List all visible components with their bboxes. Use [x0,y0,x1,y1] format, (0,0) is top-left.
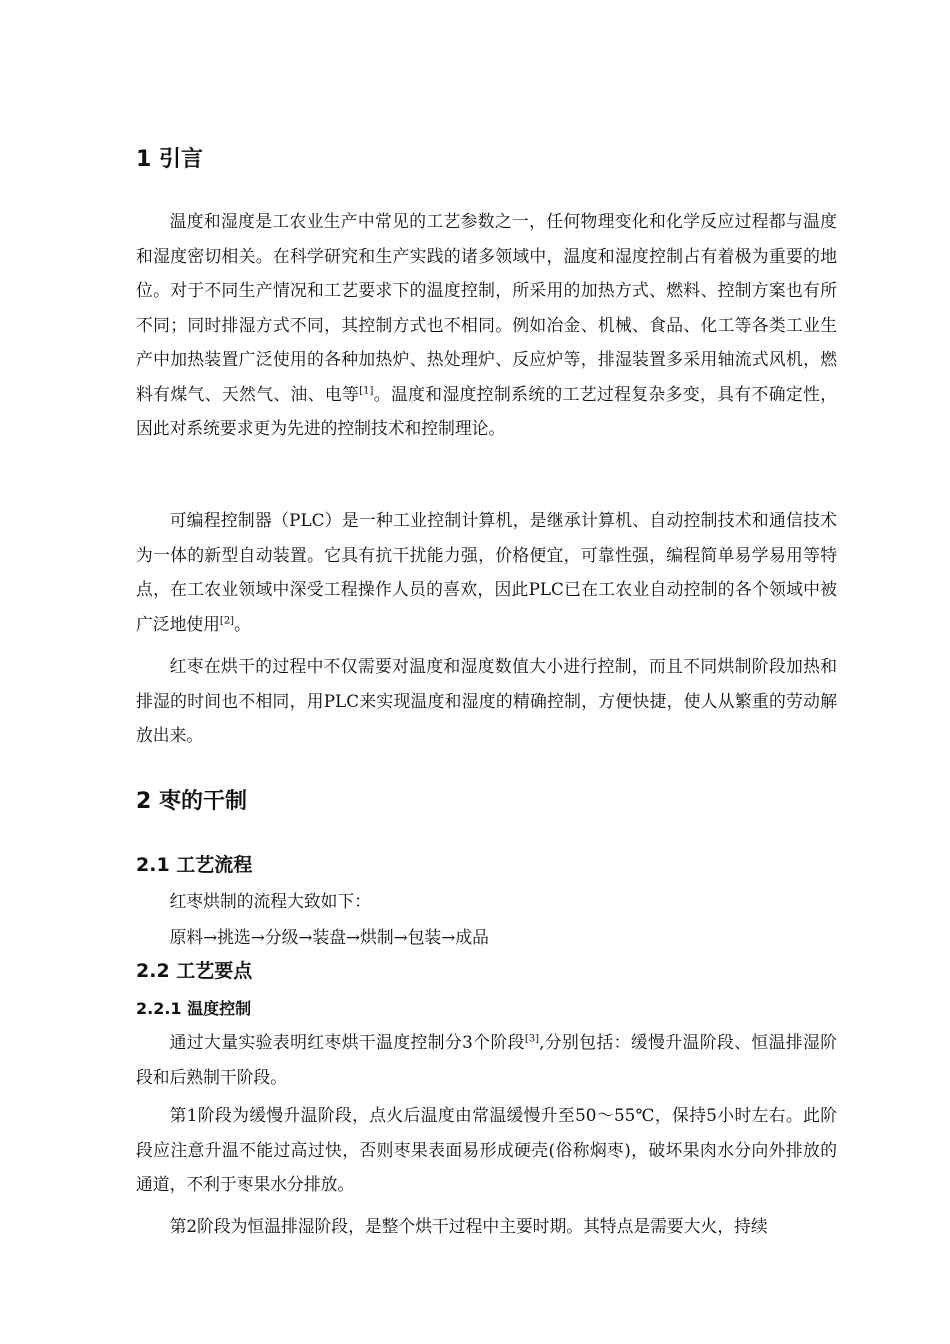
intro-paragraph-1 [136,204,837,446]
citation-ref-2: [2] [219,614,235,626]
intro-paragraph-3 [136,649,837,753]
paragraph-text: 第2阶段为恒温排湿阶段，是整个烘干过程中主要时期。其特点是需要大火，持续 [169,1216,768,1236]
temperature-paragraph-3 [136,1209,837,1244]
section-heading-jujube-drying: 2 枣的干制 [136,789,247,814]
process-flow-intro: 红枣烘制的流程大致如下： [169,891,371,911]
subsection-heading-process-flow: 2.1 工艺流程 [136,854,253,876]
subsubsection-heading-temperature-control: 2.2.1 温度控制 [136,999,252,1018]
paragraph-text: 温度和湿度是工农业生产中常见的工艺参数之一，任何物理变化和化学反应过程都与温度和湿度密切相关。在科学研究和生产实践的诸多领域中，温度和湿度控制占有着极为重要的地位。对于不同生产情况和工艺要求下的温度控制，所采用的加热方式、燃料、控制方案也有所不同；同时排湿方式不同，其控制方式也不相同。例如冶金、机械、食品、化工等各类工业生产中加热装置广泛使用的各种加热炉、热处理炉、反应炉等，排湿装置多采用轴流式风机，燃料有煤气、天然气、油、电等 [136,211,837,404]
paragraph-text: 红枣在烘干的过程中不仅需要对温度和湿度数值大小进行控制，而且不同烘制阶段加热和排湿的时间也不相同，用PLC来实现温度和湿度的精确控制，方便快捷，使人从繁重的劳动解放出来。 [136,656,837,745]
paragraph-text: 。 [234,613,251,634]
subsection-heading-key-points: 2.2 工艺要点 [136,960,253,982]
citation-ref-1: [1] [359,384,374,396]
paragraph-text: 第1阶段为缓慢升温阶段，点火后温度由常温缓慢升至50～55℃，保持5小时左右。此阶段应注意升温不能过高过快，否则枣果表面易形成硬壳(俗称焖枣)，破坏果肉水分向外排放的通道，不利于枣果水分排放。 [136,1105,837,1194]
temperature-paragraph-1 [136,1025,837,1094]
paragraph-text: 通过大量实验表明红枣烘干温度控制分3个阶段 [169,1032,525,1052]
temperature-paragraph-2 [136,1098,837,1202]
paragraph-text: ,分别包括：缓慢升温阶段、恒温排湿阶段和后熟制干阶段。 [136,1032,837,1087]
process-flow-steps: 原料→挑选→分级→装盘→烘制→包装→成品 [169,927,489,947]
citation-ref-3: [3] [524,1033,540,1045]
intro-paragraph-2 [136,503,837,641]
paragraph-text: 可编程控制器（PLC）是一种工业控制计算机，是继承计算机、自动控制技术和通信技术为一体的新型自动装置。它具有抗干扰能力强，价格便宜，可靠性强，编程简单易学易用等特点，在工农业领域中深受工程操作人员的喜欢，因此PLC已在工农业自动控制的各个领域中被广泛地使用 [136,510,837,634]
section-heading-introduction: 1 引言 [136,147,203,172]
paragraph-text: 。温度和湿度控制系统的工艺过程复杂多变，具有不确定性，因此对系统要求更为先进的控制技术和控制理论。 [136,383,837,438]
